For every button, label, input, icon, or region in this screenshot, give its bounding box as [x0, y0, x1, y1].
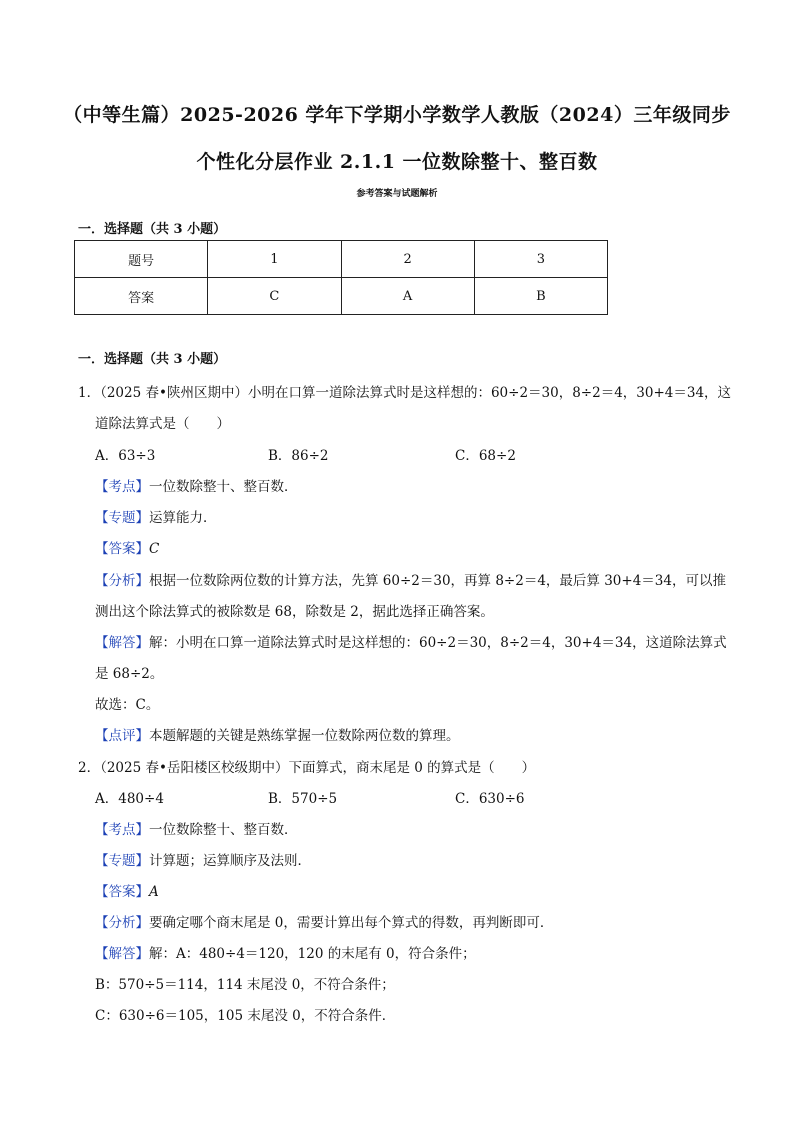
q2-jieda-line3: C：630÷6＝105，105 末尾没 0，不符合条件．	[95, 1008, 396, 1024]
q1-option-c: C．68÷2	[455, 448, 516, 464]
table-cell: A	[341, 278, 474, 315]
kaodian-tag: 【考点】	[95, 822, 149, 838]
q1-guxuan: 故选：C。	[95, 697, 160, 713]
kaodian-text: 一位数除整十、整百数．	[149, 822, 298, 838]
q1-option-a: A．63÷3	[95, 448, 156, 464]
daan-text: A	[149, 884, 159, 900]
q1-jieda-line1	[95, 631, 727, 651]
q2-option-c: C．630÷6	[455, 791, 525, 807]
document-title-line1: （中等生篇）2025-2026 学年下学期小学数学人教版（2024）三年级同步	[63, 104, 731, 126]
q1-fenxi-line2: 测出这个除法算式的被除数是 68，除数是 2，据此选择正确答案。	[95, 604, 494, 620]
q2-option-a: A．480÷4	[95, 791, 164, 807]
q2-stem-line1: 2．（2025 春•岳阳楼区校级期中）下面算式，商末尾是 0 的算式是（ ）	[78, 760, 536, 776]
table-cell: 题号	[75, 241, 208, 278]
q1-jieda-line2: 是 68÷2。	[95, 666, 164, 682]
jieda-tag: 【解答】	[95, 635, 149, 651]
fenxi-tag: 【分析】	[95, 573, 149, 589]
fenxi-text: 要确定哪个商末尾是 0，需要计算出每个算式的得数，再判断即可．	[149, 915, 554, 931]
daan-tag: 【答案】	[95, 541, 149, 557]
zhuanti-text: 计算题；运算顺序及法则．	[149, 853, 311, 869]
table-cell: 2	[341, 241, 474, 278]
table-cell: B	[474, 278, 607, 315]
q2-kaodian	[95, 818, 298, 838]
q1-stem-line2: 道除法算式是（ ）	[95, 416, 230, 432]
q1-fenxi-line1	[95, 569, 726, 589]
fenxi-tag: 【分析】	[95, 915, 149, 931]
q2-fenxi	[95, 911, 553, 931]
document-subtitle: 参考答案与试题解析	[356, 189, 438, 199]
daan-text: C	[149, 541, 160, 557]
jieda-text: 解：A：480÷4＝120，120 的末尾有 0，符合条件；	[149, 946, 476, 962]
dianping-tag: 【点评】	[95, 728, 149, 744]
jieda-tag: 【解答】	[95, 946, 149, 962]
table-cell: 1	[208, 241, 341, 278]
section-heading-explanations: 一．选择题（共 3 小题）	[78, 352, 227, 367]
table-cell: C	[208, 278, 341, 315]
q1-stem-line1: 1．（2025 春•陕州区期中）小明在口算一道除法算式时是这样想的：60÷2＝30，8÷2＝4，30+4＝34，这	[78, 385, 732, 401]
document-title-line2: 个性化分层作业 2.1.1 一位数除整十、整百数	[196, 151, 598, 173]
q2-jieda-line2: B：570÷5＝114，114 末尾没 0，不符合条件；	[95, 977, 395, 993]
daan-tag: 【答案】	[95, 884, 149, 900]
answer-table	[74, 240, 608, 315]
q1-zhuanti	[95, 506, 217, 526]
kaodian-tag: 【考点】	[95, 479, 149, 495]
q2-jieda-line1	[95, 942, 476, 962]
zhuanti-text: 运算能力．	[149, 510, 217, 526]
zhuanti-tag: 【专题】	[95, 510, 149, 526]
zhuanti-tag: 【专题】	[95, 853, 149, 869]
q2-daan	[95, 880, 159, 900]
dianping-text: 本题解题的关键是熟练掌握一位数除两位数的算理。	[149, 728, 460, 744]
q1-option-b: B．86÷2	[268, 448, 329, 464]
q1-kaodian	[95, 475, 298, 495]
jieda-text: 解：小明在口算一道除法算式时是这样想的：60÷2＝30，8÷2＝4，30+4＝34，这道除法算式	[149, 635, 727, 651]
table-cell: 答案	[75, 278, 208, 315]
kaodian-text: 一位数除整十、整百数．	[149, 479, 298, 495]
answer-table-answer-row	[75, 278, 608, 315]
q2-option-b: B．570÷5	[268, 791, 338, 807]
fenxi-text: 根据一位数除两位数的计算方法，先算 60÷2＝30，再算 8÷2＝4，最后算 30+4＝34，可以推	[149, 573, 726, 589]
q2-zhuanti	[95, 849, 311, 869]
table-cell: 3	[474, 241, 607, 278]
answer-table-header-row	[75, 241, 608, 278]
q1-dianping	[95, 724, 460, 744]
q1-daan	[95, 537, 159, 557]
section-heading-answers: 一．选择题（共 3 小题）	[78, 222, 227, 237]
